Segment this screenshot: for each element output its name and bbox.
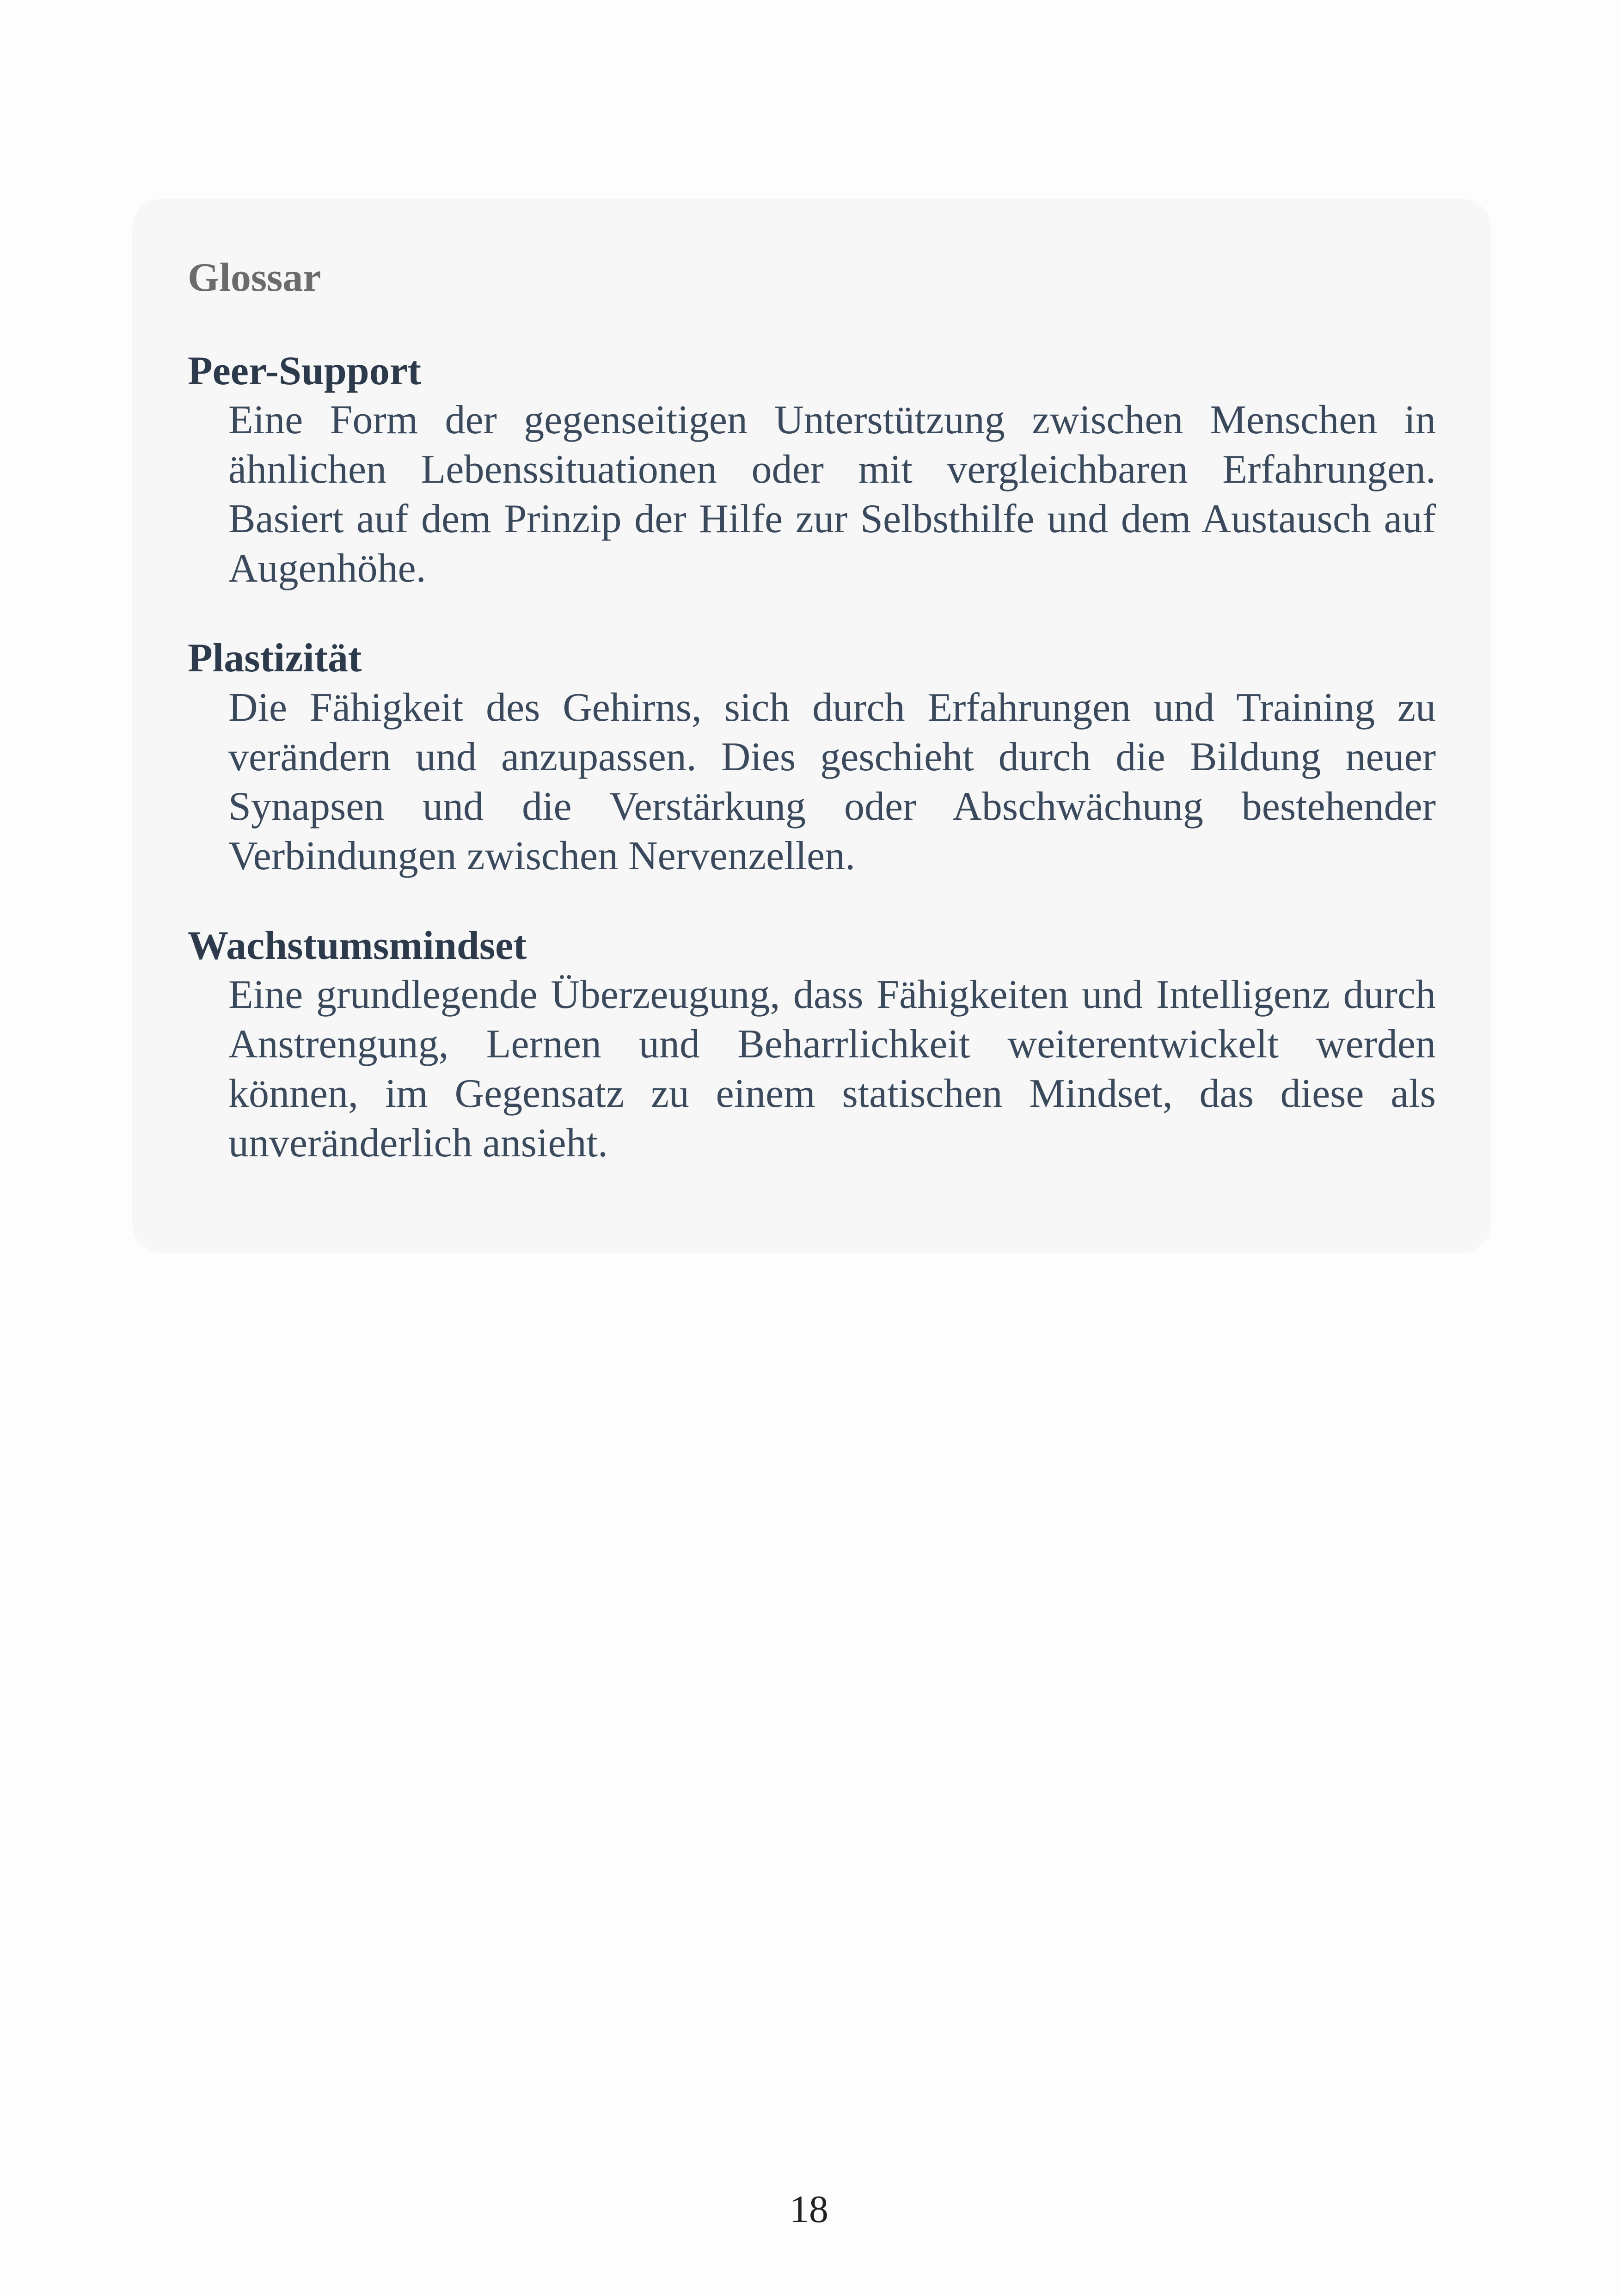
glossary-title: Glossar [188,255,321,300]
glossary-term: Peer-Support [188,348,422,393]
page-number: 18 [790,2188,828,2231]
glossary-box [132,199,1491,1253]
glossary-entry [188,634,1436,881]
glossary-definition: Eine grundlegende Überzeugung, dass Fähigkeiten und Intelligenz durch Anstrengung, Lernen und Beharrlichkeit weiterentwickelt werden können, im Gegensatz zu einem statischen Mindset, das diese als unveränderlich ansieht. [228,972,1436,1166]
glossary-entry [188,347,1436,594]
glossary-definition: Die Fähigkeit des Gehirns, sich durch Erfahrungen und Training zu verändern und anzupassen. Dies geschieht durch die Bildung neuer Synapsen und die Verstärkung oder Abschwächung bestehender Verbindungen zwischen Nervenzellen. [228,685,1436,878]
glossary-definition: Eine Form der gegenseitigen Unterstützung zwischen Menschen in ähnlichen Lebenssituationen oder mit vergleichbaren Erfahrungen. Basiert auf dem Prinzip der Hilfe zur Selbsthilfe und dem Austausch auf Augenhöhe. [228,398,1436,591]
glossary-term: Plastizität [188,636,362,681]
glossary-term: Wachstumsmindset [188,923,527,968]
glossary-entry [188,921,1436,1168]
